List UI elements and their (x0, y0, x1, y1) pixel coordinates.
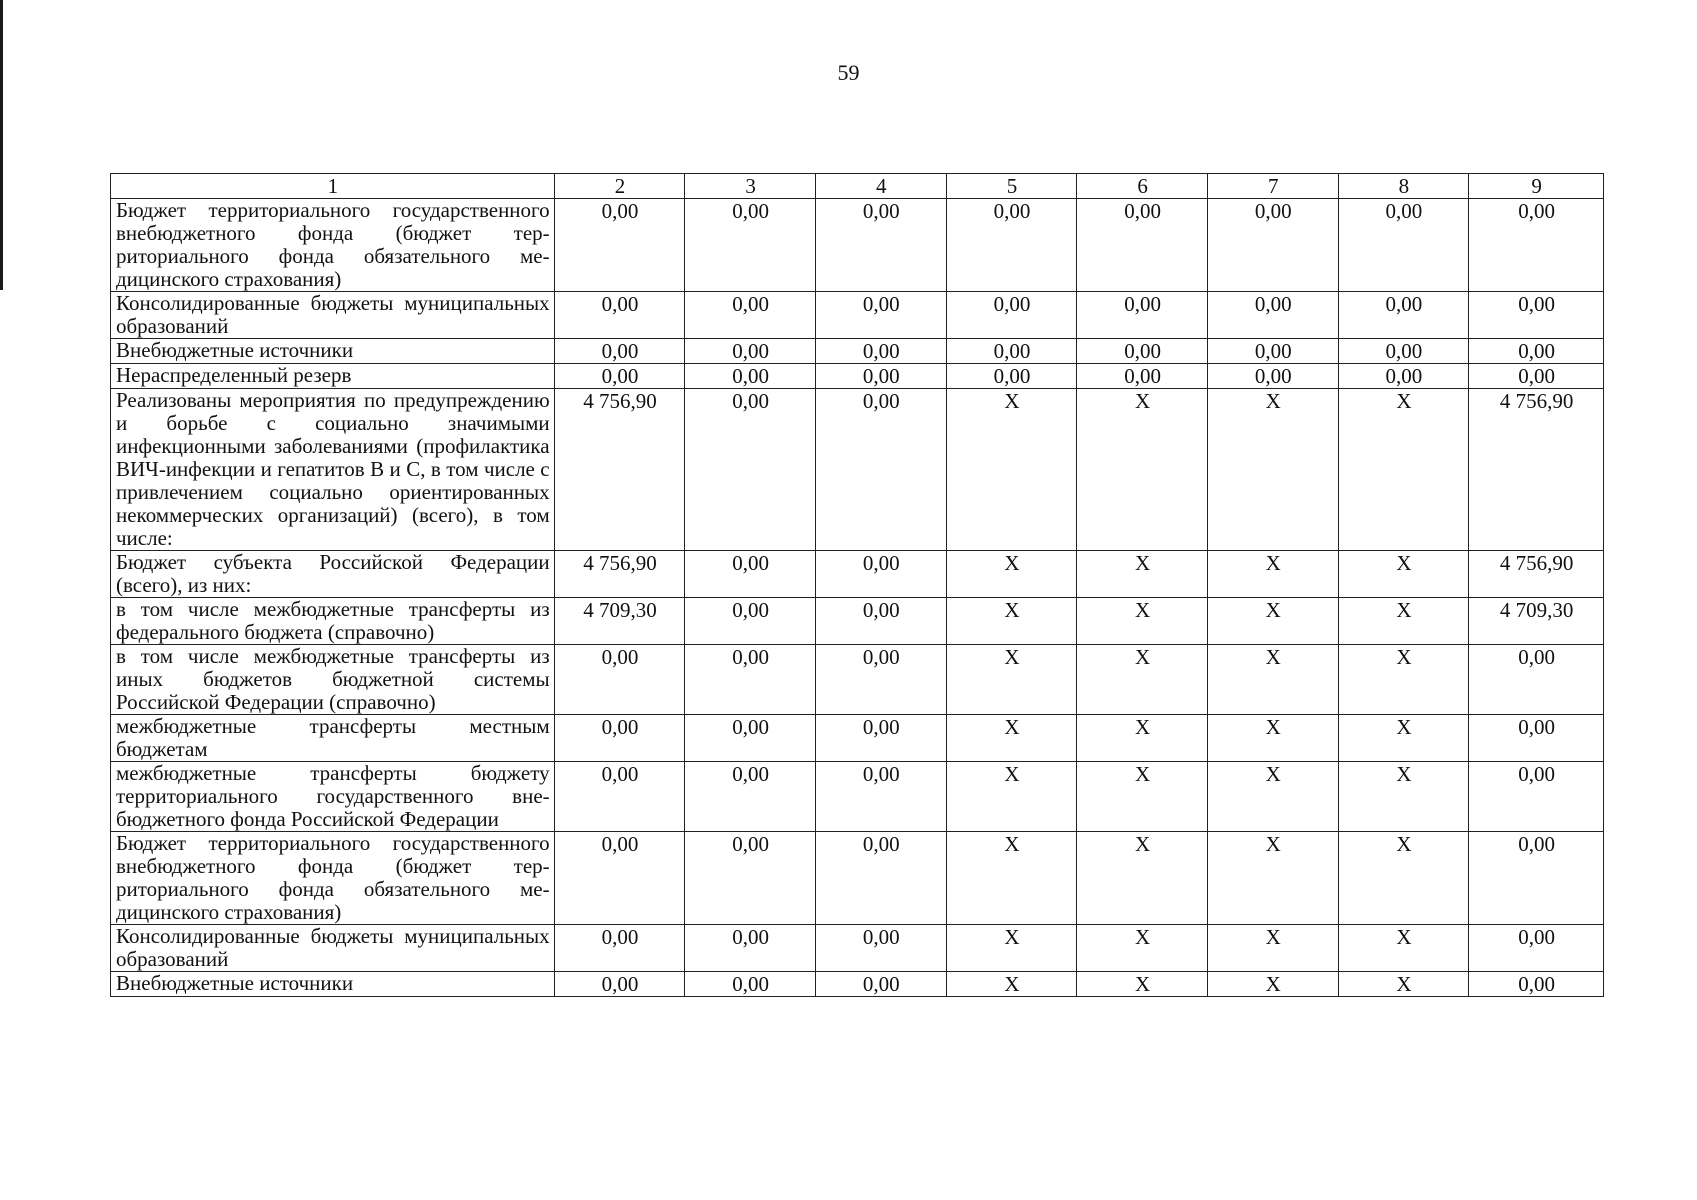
value-cell: Х (946, 925, 1077, 972)
value-cell: Х (1077, 645, 1208, 715)
value-cell: 0,00 (1077, 292, 1208, 339)
row-label: в том числе межбюджетные трансферты из федерального бюджета (справочно) (111, 598, 555, 645)
value-cell: 0,00 (1469, 645, 1604, 715)
value-cell: 0,00 (685, 925, 816, 972)
value-cell: Х (1077, 832, 1208, 925)
value-cell: 0,00 (815, 598, 946, 645)
value-cell: 0,00 (1469, 339, 1604, 364)
table-row (111, 925, 1604, 972)
value-cell: 0,00 (1469, 292, 1604, 339)
value-cell: 0,00 (685, 645, 816, 715)
value-cell: 0,00 (1077, 364, 1208, 389)
row-label: Бюджет территориального государственного внебюджетного фонда (бюджет территориального фонда обязательного медицинского страхования) (111, 199, 555, 292)
value-cell: Х (946, 389, 1077, 551)
value-cell: Х (1077, 551, 1208, 598)
value-cell: 0,00 (685, 762, 816, 832)
row-label: Консолидированные бюджеты муниципальных образований (111, 925, 555, 972)
value-cell: Х (1338, 715, 1469, 762)
column-header: 4 (815, 174, 946, 199)
value-cell: 0,00 (815, 292, 946, 339)
value-cell: Х (1207, 551, 1338, 598)
value-cell: 0,00 (815, 715, 946, 762)
value-cell: 0,00 (815, 925, 946, 972)
value-cell: Х (946, 715, 1077, 762)
value-cell: 0,00 (554, 925, 685, 972)
value-cell: Х (946, 832, 1077, 925)
value-cell: 4 756,90 (554, 551, 685, 598)
row-label: Консолидированные бюджеты муниципальных образований (111, 292, 555, 339)
value-cell: Х (1338, 645, 1469, 715)
value-cell: 0,00 (1338, 199, 1469, 292)
row-label: Реализованы мероприятия по предупреждению и борьбе с социально значимыми инфекционными заболеваниями (профилактика ВИЧ-инфекции и гепатитов В и С, в том числе с привлечением социально ориентированных некоммерческих организаций) (всего), в том числе: (111, 389, 555, 551)
value-cell: Х (1207, 972, 1338, 997)
value-cell: 0,00 (554, 292, 685, 339)
scan-edge-mark (0, 0, 3, 290)
value-cell: 0,00 (1469, 715, 1604, 762)
value-cell: 0,00 (554, 339, 685, 364)
value-cell: Х (1207, 832, 1338, 925)
value-cell: 0,00 (1077, 199, 1208, 292)
value-cell: Х (946, 598, 1077, 645)
value-cell: 0,00 (554, 972, 685, 997)
row-label: межбюджетные трансферты бюджету территориального государственного внебюджетного фонда Российской Федерации (111, 762, 555, 832)
table-row (111, 762, 1604, 832)
value-cell: 0,00 (815, 762, 946, 832)
value-cell: Х (1338, 925, 1469, 972)
value-cell: 0,00 (685, 364, 816, 389)
value-cell: 0,00 (1338, 364, 1469, 389)
value-cell: 0,00 (554, 645, 685, 715)
value-cell: 0,00 (946, 364, 1077, 389)
column-header: 8 (1338, 174, 1469, 199)
column-number-row (111, 174, 1604, 199)
value-cell: Х (1077, 762, 1208, 832)
row-label: Нераспределенный резерв (111, 364, 555, 389)
value-cell: 0,00 (815, 199, 946, 292)
value-cell: 0,00 (1338, 292, 1469, 339)
row-label: межбюджетные трансферты местным бюджетам (111, 715, 555, 762)
value-cell: Х (1207, 598, 1338, 645)
value-cell: Х (1207, 645, 1338, 715)
table-row (111, 389, 1604, 551)
row-label: Внебюджетные источники (111, 339, 555, 364)
value-cell: 0,00 (946, 339, 1077, 364)
value-cell: 0,00 (685, 598, 816, 645)
value-cell: 0,00 (815, 832, 946, 925)
value-cell: Х (1338, 972, 1469, 997)
column-header: 9 (1469, 174, 1604, 199)
value-cell: 4 756,90 (554, 389, 685, 551)
value-cell: 0,00 (1207, 199, 1338, 292)
value-cell: Х (946, 551, 1077, 598)
value-cell: 0,00 (685, 551, 816, 598)
value-cell: 0,00 (1207, 339, 1338, 364)
value-cell: 0,00 (815, 551, 946, 598)
value-cell: 0,00 (1469, 925, 1604, 972)
value-cell: 0,00 (554, 364, 685, 389)
value-cell: Х (1077, 389, 1208, 551)
value-cell: Х (1077, 715, 1208, 762)
table-row (111, 339, 1604, 364)
value-cell: 0,00 (1207, 364, 1338, 389)
value-cell: 0,00 (815, 364, 946, 389)
value-cell: Х (1077, 972, 1208, 997)
value-cell: 0,00 (815, 645, 946, 715)
value-cell: 0,00 (685, 972, 816, 997)
table-row (111, 972, 1604, 997)
value-cell: 0,00 (815, 389, 946, 551)
value-cell: 4 756,90 (1469, 389, 1604, 551)
value-cell: 0,00 (1469, 832, 1604, 925)
value-cell: Х (1207, 715, 1338, 762)
value-cell: Х (946, 762, 1077, 832)
value-cell: 0,00 (554, 199, 685, 292)
value-cell: Х (946, 972, 1077, 997)
column-header: 6 (1077, 174, 1208, 199)
value-cell: 0,00 (946, 199, 1077, 292)
value-cell: 0,00 (685, 199, 816, 292)
budget-table (110, 173, 1604, 997)
column-header: 5 (946, 174, 1077, 199)
table-row (111, 715, 1604, 762)
value-cell: 0,00 (815, 972, 946, 997)
row-label: в том числе межбюджетные трансферты из иных бюджетов бюджетной системы Российской Федерации (справочно) (111, 645, 555, 715)
value-cell: 0,00 (685, 389, 816, 551)
table-row (111, 364, 1604, 389)
value-cell: 0,00 (1469, 972, 1604, 997)
table-row (111, 832, 1604, 925)
value-cell: 0,00 (554, 715, 685, 762)
column-header: 3 (685, 174, 816, 199)
value-cell: Х (1077, 598, 1208, 645)
value-cell: 0,00 (1469, 364, 1604, 389)
value-cell: Х (1207, 389, 1338, 551)
column-header: 2 (554, 174, 685, 199)
value-cell: Х (1207, 762, 1338, 832)
row-label: Бюджет субъекта Российской Федерации (всего), из них: (111, 551, 555, 598)
value-cell: Х (1338, 598, 1469, 645)
value-cell: Х (1077, 925, 1208, 972)
value-cell: 0,00 (685, 715, 816, 762)
value-cell: Х (1338, 551, 1469, 598)
value-cell: 0,00 (554, 832, 685, 925)
value-cell: Х (1338, 389, 1469, 551)
table-row (111, 598, 1604, 645)
table-row (111, 292, 1604, 339)
value-cell: 0,00 (1338, 339, 1469, 364)
value-cell: 4 756,90 (1469, 551, 1604, 598)
value-cell: 0,00 (554, 762, 685, 832)
value-cell: 0,00 (1469, 199, 1604, 292)
value-cell: 0,00 (685, 339, 816, 364)
column-header: 7 (1207, 174, 1338, 199)
value-cell: 0,00 (685, 832, 816, 925)
table-row (111, 551, 1604, 598)
value-cell: Х (1207, 925, 1338, 972)
row-label: Бюджет территориального государственного внебюджетного фонда (бюджет территориального фонда обязательного медицинского страхования) (111, 832, 555, 925)
value-cell: 0,00 (1207, 292, 1338, 339)
value-cell: 4 709,30 (554, 598, 685, 645)
value-cell: Х (1338, 832, 1469, 925)
table-row (111, 645, 1604, 715)
table-row (111, 199, 1604, 292)
column-header: 1 (111, 174, 555, 199)
value-cell: 0,00 (946, 292, 1077, 339)
value-cell: 0,00 (685, 292, 816, 339)
value-cell: 4 709,30 (1469, 598, 1604, 645)
row-label: Внебюджетные источники (111, 972, 555, 997)
value-cell: 0,00 (1469, 762, 1604, 832)
value-cell: Х (1338, 762, 1469, 832)
page-number: 59 (837, 60, 860, 85)
value-cell: 0,00 (815, 339, 946, 364)
value-cell: 0,00 (1077, 339, 1208, 364)
value-cell: Х (946, 645, 1077, 715)
